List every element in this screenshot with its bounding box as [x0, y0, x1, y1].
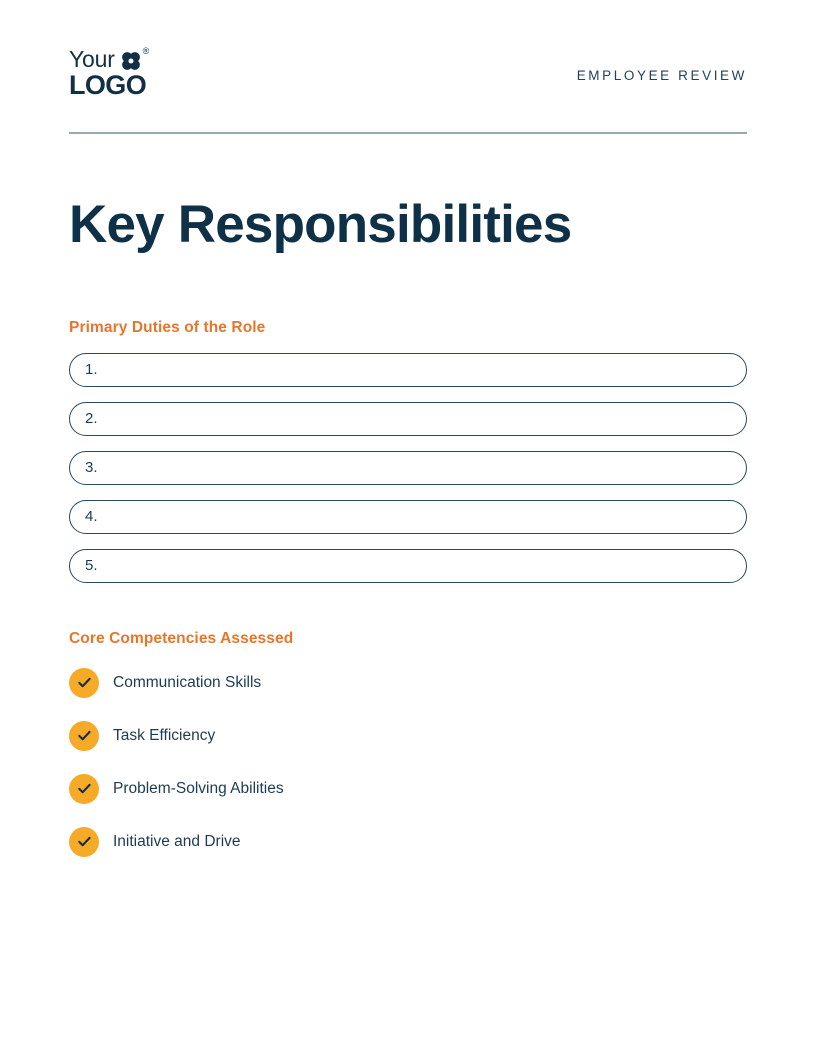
header-divider [69, 132, 747, 134]
competency-label: Initiative and Drive [113, 833, 241, 851]
competency-label: Communication Skills [113, 674, 262, 692]
duties-field-list [69, 353, 747, 583]
duty-field-number: 2. [85, 410, 98, 428]
duty-field-number: 4. [85, 508, 98, 526]
duty-field-row[interactable] [69, 402, 747, 436]
duty-field-number: 5. [85, 557, 98, 575]
quatrefoil-logo-icon [121, 51, 141, 71]
competencies-check-list [69, 668, 747, 857]
check-icon[interactable] [69, 721, 99, 751]
duty-field-number: 3. [85, 459, 98, 477]
competency-label: Task Efficiency [113, 727, 216, 745]
competency-item[interactable] [69, 774, 747, 804]
duty-field-row[interactable] [69, 549, 747, 583]
logo-word-your: Your [69, 46, 115, 72]
document-category-label: EMPLOYEE REVIEW [576, 68, 747, 83]
logo-word-logo: LOGO [69, 70, 147, 100]
duties-section-heading: Primary Duties of the Role [69, 318, 266, 336]
competency-item[interactable] [69, 721, 747, 751]
duty-field-number: 1. [85, 361, 98, 379]
logo-top-row [69, 48, 149, 71]
brand-logo[interactable] [69, 48, 149, 99]
check-icon[interactable] [69, 668, 99, 698]
competencies-section-heading: Core Competencies Assessed [69, 629, 294, 647]
duty-field-row[interactable] [69, 451, 747, 485]
registered-trademark-icon: ® [142, 46, 150, 56]
check-icon[interactable] [69, 827, 99, 857]
check-icon[interactable] [69, 774, 99, 804]
duty-field-row[interactable] [69, 500, 747, 534]
page-header [69, 0, 747, 104]
competency-label: Problem-Solving Abilities [113, 780, 284, 798]
duty-field-row[interactable] [69, 353, 747, 387]
page-title: Key Responsibilities [69, 195, 572, 254]
competency-item[interactable] [69, 668, 747, 698]
competency-item[interactable] [69, 827, 747, 857]
